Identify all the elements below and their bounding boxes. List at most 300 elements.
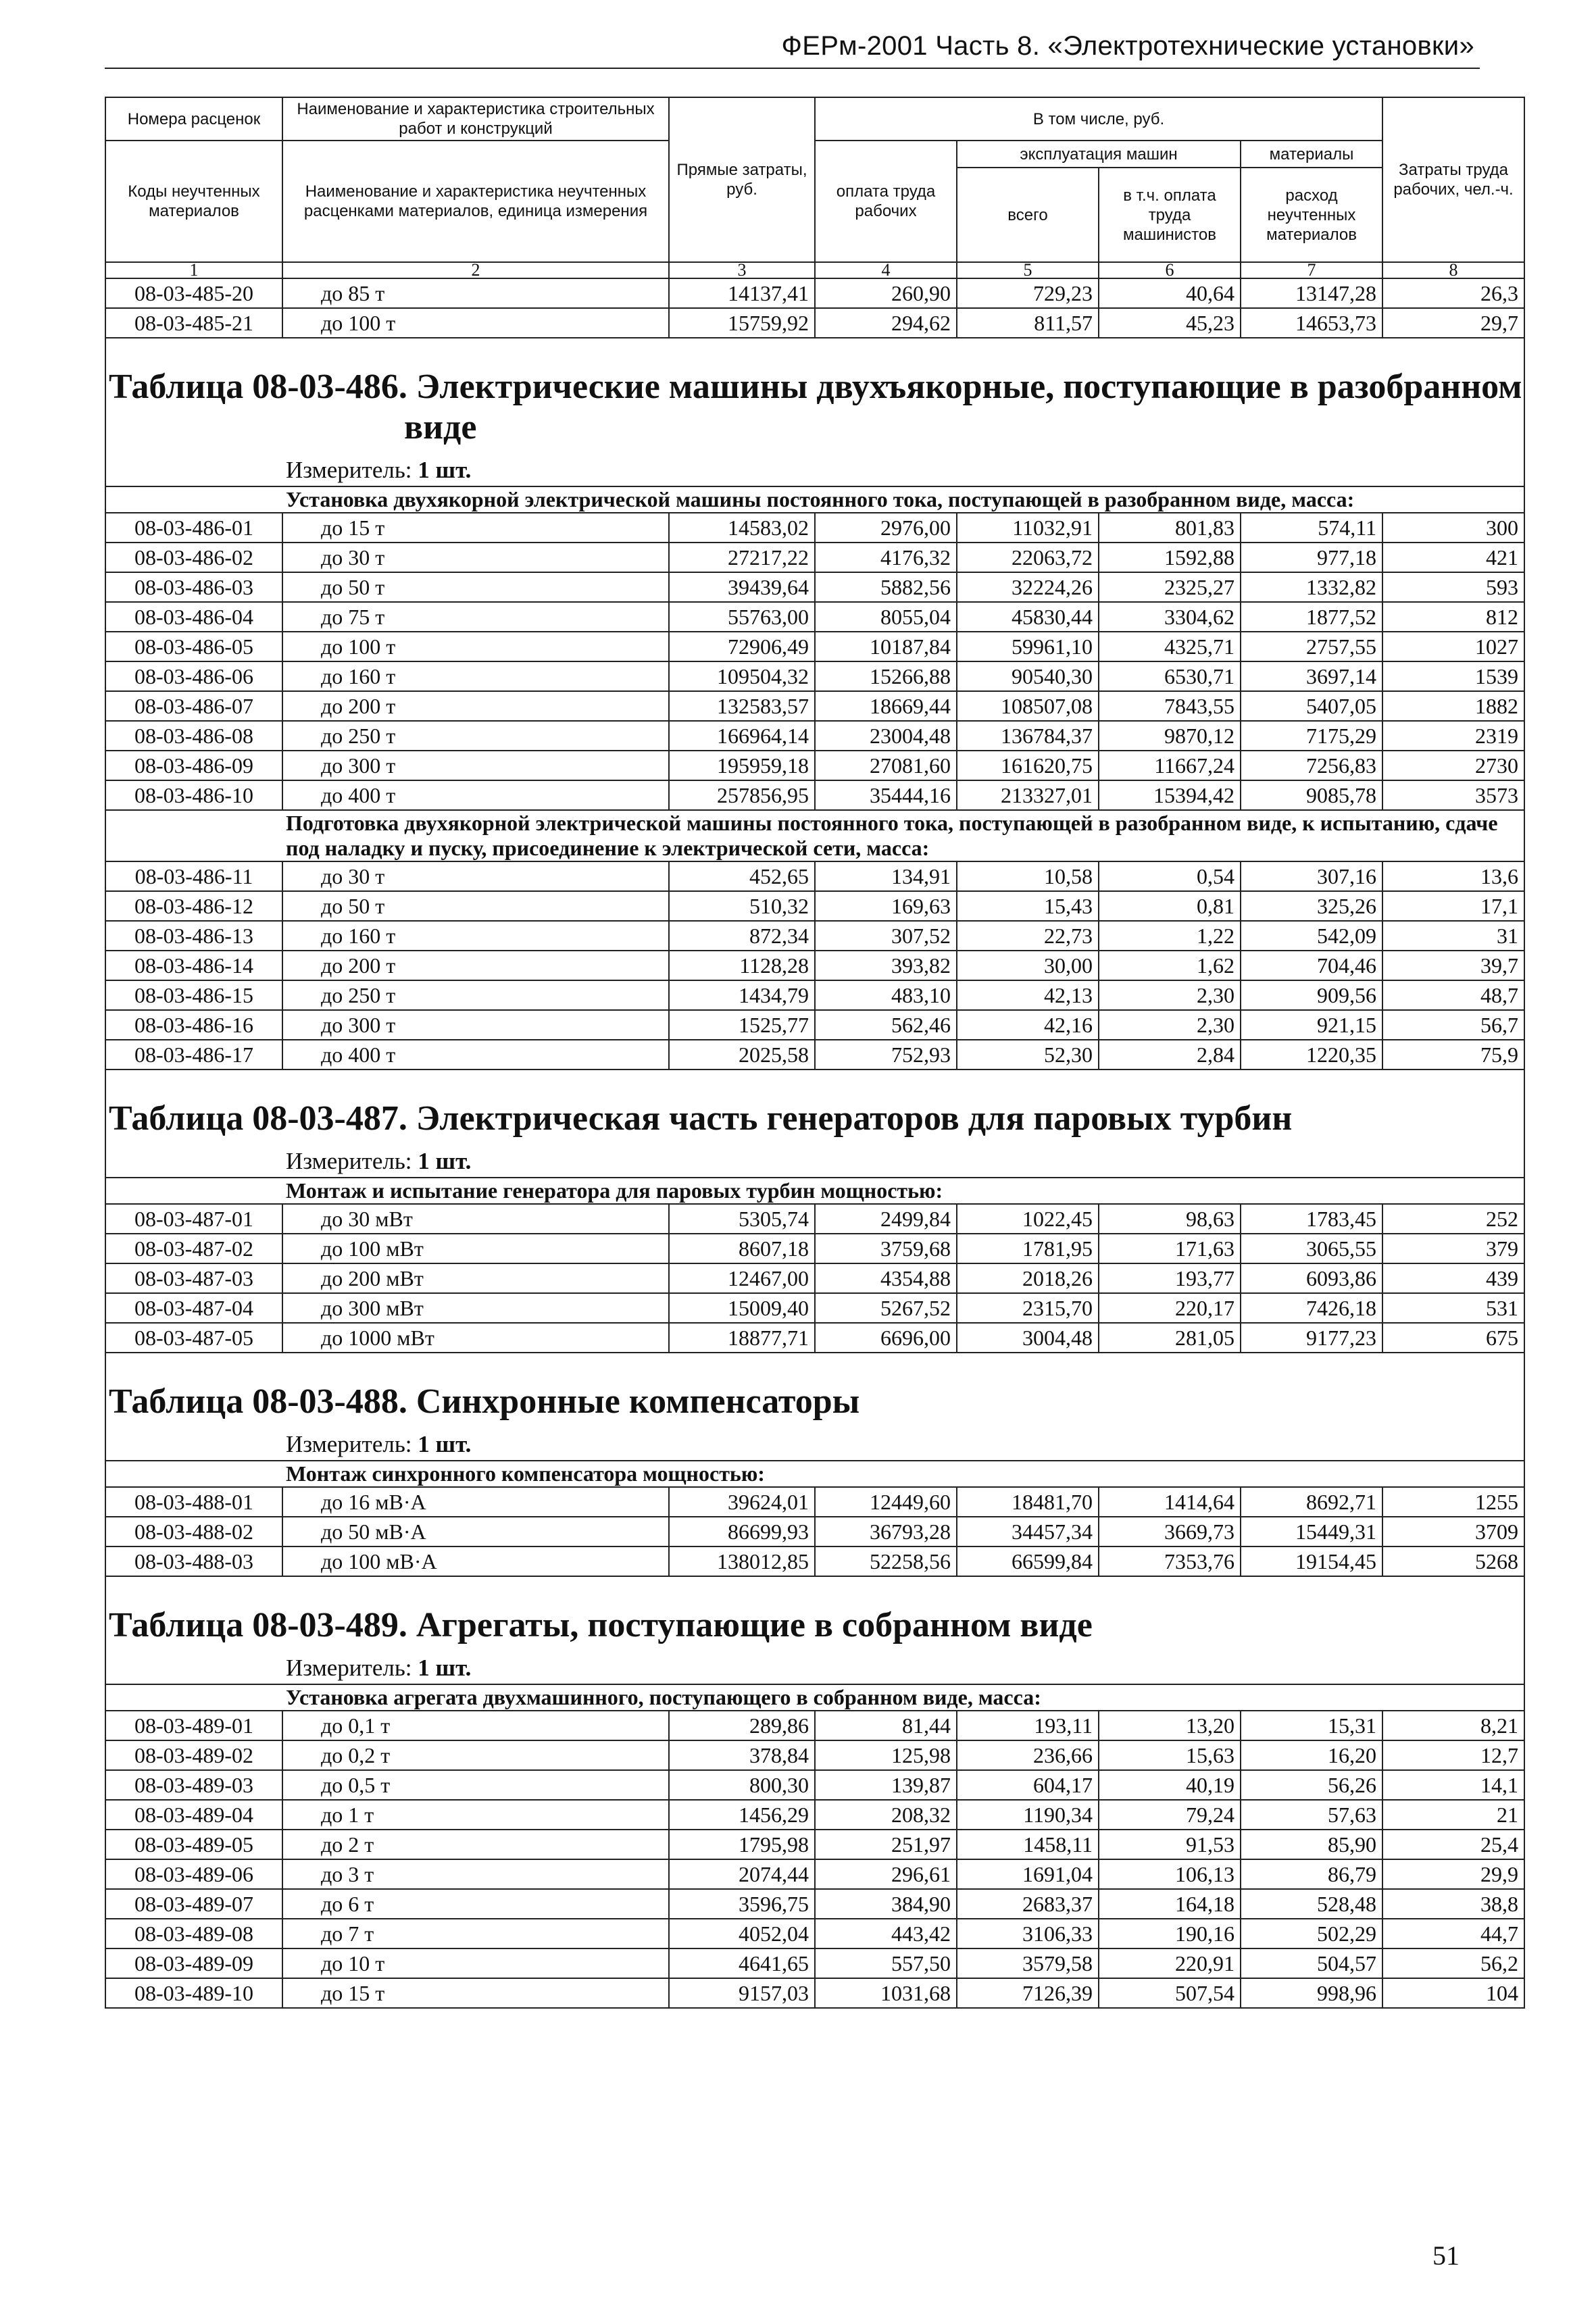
table-title-text: Таблица 08-03-489. Агрегаты, поступающие в собранном виде <box>109 1606 1093 1644</box>
rate-code: 08-03-488-01 <box>105 1487 282 1517</box>
wages-cost: 307,52 <box>815 921 957 951</box>
labor-cost: 3709 <box>1382 1517 1524 1546</box>
labor-cost: 75,9 <box>1382 1040 1524 1070</box>
wages-cost: 384,90 <box>815 1889 957 1919</box>
machinists-cost: 220,17 <box>1099 1293 1241 1323</box>
direct-cost: 18877,71 <box>669 1323 815 1353</box>
machines-cost: 90540,30 <box>957 661 1099 691</box>
materials-cost: 15,31 <box>1241 1711 1382 1740</box>
rate-code: 08-03-486-10 <box>105 780 282 810</box>
machinists-cost: 507,54 <box>1099 1978 1241 2008</box>
wages-cost: 2976,00 <box>815 513 957 543</box>
rate-code: 08-03-485-21 <box>105 308 282 338</box>
materials-cost: 57,63 <box>1241 1800 1382 1830</box>
rate-name: до 250 т <box>282 721 669 751</box>
col-materials-header: материалы <box>1241 141 1382 168</box>
machinists-cost: 2,84 <box>1099 1040 1241 1070</box>
machinists-cost: 2,30 <box>1099 1010 1241 1040</box>
rate-name: до 0,5 т <box>282 1770 669 1800</box>
direct-cost: 55763,00 <box>669 602 815 632</box>
labor-cost: 3573 <box>1382 780 1524 810</box>
machinists-cost: 193,77 <box>1099 1263 1241 1293</box>
table-row <box>105 1800 1524 1830</box>
section-title-cell <box>105 1070 1524 1178</box>
materials-cost: 3065,55 <box>1241 1234 1382 1263</box>
direct-cost: 872,34 <box>669 921 815 951</box>
direct-cost: 14583,02 <box>669 513 815 543</box>
materials-cost: 704,46 <box>1241 951 1382 980</box>
materials-cost: 86,79 <box>1241 1859 1382 1889</box>
direct-cost: 132583,57 <box>669 691 815 721</box>
rate-name: до 6 т <box>282 1889 669 1919</box>
direct-cost: 1434,79 <box>669 980 815 1010</box>
rate-code: 08-03-489-01 <box>105 1711 282 1740</box>
page-number: 51 <box>1432 2240 1460 2271</box>
machinists-cost: 6530,71 <box>1099 661 1241 691</box>
group-heading-row <box>105 486 1524 513</box>
direct-cost: 5305,74 <box>669 1204 815 1234</box>
direct-cost: 166964,14 <box>669 721 815 751</box>
machinists-cost: 13,20 <box>1099 1711 1241 1740</box>
direct-cost: 195959,18 <box>669 751 815 780</box>
rate-name: до 15 т <box>282 513 669 543</box>
rate-code: 08-03-486-15 <box>105 980 282 1010</box>
direct-cost: 9157,03 <box>669 1978 815 2008</box>
labor-cost: 1027 <box>1382 632 1524 661</box>
table-row <box>105 1948 1524 1978</box>
machines-cost: 108507,08 <box>957 691 1099 721</box>
running-header: ФЕРм-2001 Часть 8. «Электротехнические установки» <box>781 31 1474 61</box>
rate-code: 08-03-487-03 <box>105 1263 282 1293</box>
rate-code: 08-03-486-16 <box>105 1010 282 1040</box>
table-row <box>105 780 1524 810</box>
labor-cost: 29,7 <box>1382 308 1524 338</box>
materials-cost: 1332,82 <box>1241 572 1382 602</box>
col-codes-header: Номера расценок <box>105 97 282 141</box>
col-number: 5 <box>957 262 1099 278</box>
labor-cost: 25,4 <box>1382 1830 1524 1859</box>
machinists-cost: 45,23 <box>1099 308 1241 338</box>
wages-cost: 3759,68 <box>815 1234 957 1263</box>
materials-cost: 9085,78 <box>1241 780 1382 810</box>
rate-name: до 1000 мВт <box>282 1323 669 1353</box>
table-body <box>105 278 1524 2008</box>
wages-cost: 134,91 <box>815 861 957 891</box>
direct-cost: 15009,40 <box>669 1293 815 1323</box>
wages-cost: 5882,56 <box>815 572 957 602</box>
wages-cost: 10187,84 <box>815 632 957 661</box>
col-machinists-header: в т.ч. оплата труда машинистов <box>1099 168 1241 262</box>
direct-cost: 39439,64 <box>669 572 815 602</box>
rate-name: до 300 т <box>282 1010 669 1040</box>
machinists-cost: 15394,42 <box>1099 780 1241 810</box>
rate-code: 08-03-489-02 <box>105 1740 282 1770</box>
rate-name: до 0,1 т <box>282 1711 669 1740</box>
machines-cost: 30,00 <box>957 951 1099 980</box>
group-heading-row <box>105 1178 1524 1204</box>
rate-name: до 75 т <box>282 602 669 632</box>
rate-name: до 30 мВт <box>282 1204 669 1234</box>
rate-code: 08-03-486-05 <box>105 632 282 661</box>
table-title <box>106 1353 1524 1422</box>
rate-code: 08-03-486-08 <box>105 721 282 751</box>
table-row <box>105 980 1524 1010</box>
col-machines-header: эксплуатация машин <box>957 141 1241 168</box>
machines-cost: 22063,72 <box>957 543 1099 572</box>
table-row <box>105 891 1524 921</box>
machinists-cost: 2325,27 <box>1099 572 1241 602</box>
wages-cost: 23004,48 <box>815 721 957 751</box>
table-row <box>105 1263 1524 1293</box>
materials-cost: 504,57 <box>1241 1948 1382 1978</box>
table-row <box>105 1770 1524 1800</box>
machines-cost: 1691,04 <box>957 1859 1099 1889</box>
direct-cost: 4052,04 <box>669 1919 815 1948</box>
machinists-cost: 91,53 <box>1099 1830 1241 1859</box>
materials-cost: 7175,29 <box>1241 721 1382 751</box>
direct-cost: 86699,93 <box>669 1517 815 1546</box>
rate-name: до 400 т <box>282 1040 669 1070</box>
measure-label: Измеритель: <box>286 457 412 483</box>
rate-code: 08-03-486-17 <box>105 1040 282 1070</box>
machines-cost: 3106,33 <box>957 1919 1099 1948</box>
materials-cost: 542,09 <box>1241 921 1382 951</box>
wages-cost: 4354,88 <box>815 1263 957 1293</box>
rate-code: 08-03-489-04 <box>105 1800 282 1830</box>
table-row <box>105 751 1524 780</box>
wages-cost: 752,93 <box>815 1040 957 1070</box>
labor-cost: 675 <box>1382 1323 1524 1353</box>
machinists-cost: 11667,24 <box>1099 751 1241 780</box>
rate-name: до 30 т <box>282 543 669 572</box>
labor-cost: 14,1 <box>1382 1770 1524 1800</box>
table-title-continuation: виде <box>404 408 477 447</box>
group-heading: Установка двухякорной электрической машины постоянного тока, поступающей в разобранном виде, масса: <box>105 486 1524 513</box>
rate-code: 08-03-488-03 <box>105 1546 282 1576</box>
direct-cost: 2025,58 <box>669 1040 815 1070</box>
wages-cost: 139,87 <box>815 1770 957 1800</box>
wages-cost: 562,46 <box>815 1010 957 1040</box>
section-title-cell <box>105 1353 1524 1461</box>
machines-cost: 32224,26 <box>957 572 1099 602</box>
rate-name: до 200 т <box>282 951 669 980</box>
rate-code: 08-03-487-02 <box>105 1234 282 1263</box>
machines-cost: 1781,95 <box>957 1234 1099 1263</box>
group-heading-row <box>105 1461 1524 1487</box>
col-name2-header: Наименование и характеристика неучтенных расценками материалов, единица измерения <box>282 141 669 262</box>
materials-cost: 1220,35 <box>1241 1040 1382 1070</box>
machinists-cost: 2,30 <box>1099 980 1241 1010</box>
labor-cost: 300 <box>1382 513 1524 543</box>
machines-cost: 193,11 <box>957 1711 1099 1740</box>
labor-cost: 2319 <box>1382 721 1524 751</box>
table-row <box>105 572 1524 602</box>
machinists-cost: 190,16 <box>1099 1919 1241 1948</box>
direct-cost: 1128,28 <box>669 951 815 980</box>
group-heading-row <box>105 810 1524 861</box>
table-row <box>105 921 1524 951</box>
table-row <box>105 1040 1524 1070</box>
machines-cost: 161620,75 <box>957 751 1099 780</box>
materials-cost: 19154,45 <box>1241 1546 1382 1576</box>
table-row <box>105 632 1524 661</box>
labor-cost: 593 <box>1382 572 1524 602</box>
materials-cost: 9177,23 <box>1241 1323 1382 1353</box>
rate-name: до 300 мВт <box>282 1293 669 1323</box>
materials-cost: 502,29 <box>1241 1919 1382 1948</box>
direct-cost: 27217,22 <box>669 543 815 572</box>
measure-label: Измеритель: <box>286 1148 412 1174</box>
machinists-cost: 15,63 <box>1099 1740 1241 1770</box>
col-including-header: В том числе, руб. <box>815 97 1382 141</box>
table-row <box>105 951 1524 980</box>
measure-value: 1 шт. <box>418 1431 472 1457</box>
section-title-row <box>105 1070 1524 1178</box>
machinists-cost: 0,54 <box>1099 861 1241 891</box>
materials-cost: 15449,31 <box>1241 1517 1382 1546</box>
measure-label: Измеритель: <box>286 1431 412 1457</box>
col-number: 8 <box>1382 262 1524 278</box>
wages-cost: 294,62 <box>815 308 957 338</box>
machinists-cost: 0,81 <box>1099 891 1241 921</box>
wages-cost: 5267,52 <box>815 1293 957 1323</box>
labor-cost: 56,2 <box>1382 1948 1524 1978</box>
machines-cost: 2683,37 <box>957 1889 1099 1919</box>
rate-code: 08-03-487-05 <box>105 1323 282 1353</box>
table-title-text: Таблица 08-03-488. Синхронные компенсаторы <box>109 1382 860 1421</box>
labor-cost: 21 <box>1382 1800 1524 1830</box>
machinists-cost: 4325,71 <box>1099 632 1241 661</box>
group-heading: Монтаж синхронного компенсатора мощностью: <box>105 1461 1524 1487</box>
group-heading: Установка агрегата двухмашинного, поступающего в собранном виде, масса: <box>105 1684 1524 1711</box>
direct-cost: 289,86 <box>669 1711 815 1740</box>
table-row <box>105 278 1524 308</box>
materials-cost: 998,96 <box>1241 1978 1382 2008</box>
col-name-header: Наименование и характеристика строительных работ и конструкций <box>282 97 669 141</box>
labor-cost: 17,1 <box>1382 891 1524 921</box>
direct-cost: 1456,29 <box>669 1800 815 1830</box>
labor-cost: 1539 <box>1382 661 1524 691</box>
wages-cost: 125,98 <box>815 1740 957 1770</box>
rate-name: до 10 т <box>282 1948 669 1978</box>
labor-cost: 531 <box>1382 1293 1524 1323</box>
rate-code: 08-03-486-04 <box>105 602 282 632</box>
table-title <box>106 1070 1524 1139</box>
table-row <box>105 1740 1524 1770</box>
table-row <box>105 1204 1524 1234</box>
machinists-cost: 171,63 <box>1099 1234 1241 1263</box>
wages-cost: 2499,84 <box>815 1204 957 1234</box>
labor-cost: 8,21 <box>1382 1711 1524 1740</box>
labor-cost: 1255 <box>1382 1487 1524 1517</box>
labor-cost: 439 <box>1382 1263 1524 1293</box>
rate-name: до 15 т <box>282 1978 669 2008</box>
rate-code: 08-03-487-04 <box>105 1293 282 1323</box>
machines-cost: 11032,91 <box>957 513 1099 543</box>
col-wages-header: оплата труда рабочих <box>815 141 957 262</box>
table-row <box>105 691 1524 721</box>
wages-cost: 35444,16 <box>815 780 957 810</box>
materials-cost: 307,16 <box>1241 861 1382 891</box>
rate-code: 08-03-486-07 <box>105 691 282 721</box>
wages-cost: 443,42 <box>815 1919 957 1948</box>
materials-cost: 921,15 <box>1241 1010 1382 1040</box>
wages-cost: 557,50 <box>815 1948 957 1978</box>
machinists-cost: 9870,12 <box>1099 721 1241 751</box>
col-direct-header: Прямые затраты, руб. <box>669 97 815 262</box>
labor-cost: 252 <box>1382 1204 1524 1234</box>
rate-name: до 300 т <box>282 751 669 780</box>
rate-code: 08-03-486-06 <box>105 661 282 691</box>
col-number: 6 <box>1099 262 1241 278</box>
machines-cost: 136784,37 <box>957 721 1099 751</box>
labor-cost: 104 <box>1382 1978 1524 2008</box>
rate-name: до 16 мВ·А <box>282 1487 669 1517</box>
direct-cost: 138012,85 <box>669 1546 815 1576</box>
machinists-cost: 7353,76 <box>1099 1546 1241 1576</box>
rate-code: 08-03-489-03 <box>105 1770 282 1800</box>
direct-cost: 3596,75 <box>669 1889 815 1919</box>
rate-name: до 400 т <box>282 780 669 810</box>
machinists-cost: 98,63 <box>1099 1204 1241 1234</box>
wages-cost: 260,90 <box>815 278 957 308</box>
table-row <box>105 1517 1524 1546</box>
direct-cost: 8607,18 <box>669 1234 815 1263</box>
table-row <box>105 1010 1524 1040</box>
materials-cost: 977,18 <box>1241 543 1382 572</box>
rate-code: 08-03-486-13 <box>105 921 282 951</box>
wages-cost: 1031,68 <box>815 1978 957 2008</box>
machines-cost: 22,73 <box>957 921 1099 951</box>
labor-cost: 421 <box>1382 543 1524 572</box>
machines-cost: 34457,34 <box>957 1517 1099 1546</box>
rate-name: до 100 т <box>282 308 669 338</box>
table-row <box>105 1234 1524 1263</box>
labor-cost: 56,7 <box>1382 1010 1524 1040</box>
materials-cost: 574,11 <box>1241 513 1382 543</box>
materials-cost: 6093,86 <box>1241 1263 1382 1293</box>
wages-cost: 296,61 <box>815 1859 957 1889</box>
table-row <box>105 308 1524 338</box>
labor-cost: 39,7 <box>1382 951 1524 980</box>
rate-name: до 160 т <box>282 661 669 691</box>
measure-line <box>106 1139 1524 1177</box>
machinists-cost: 220,91 <box>1099 1948 1241 1978</box>
rate-name: до 7 т <box>282 1919 669 1948</box>
measure-line <box>106 448 1524 486</box>
col-number: 2 <box>282 262 669 278</box>
rate-code: 08-03-485-20 <box>105 278 282 308</box>
section-title-row <box>105 1353 1524 1461</box>
rate-code: 08-03-489-08 <box>105 1919 282 1948</box>
wages-cost: 6696,00 <box>815 1323 957 1353</box>
machines-cost: 10,58 <box>957 861 1099 891</box>
direct-cost: 452,65 <box>669 861 815 891</box>
table-title <box>106 338 1524 448</box>
group-heading: Подготовка двухякорной электрической машины постоянного тока, поступающей в разобранном виде, к испытанию, сдаче под наладку и пуску, присоединение к электрической сети, масса: <box>105 810 1524 861</box>
wages-cost: 393,82 <box>815 951 957 980</box>
machines-cost: 3579,58 <box>957 1948 1099 1978</box>
materials-cost: 909,56 <box>1241 980 1382 1010</box>
group-heading: Монтаж и испытание генератора для паровых турбин мощностью: <box>105 1178 1524 1204</box>
labor-cost: 38,8 <box>1382 1889 1524 1919</box>
rate-name: до 3 т <box>282 1859 669 1889</box>
machinists-cost: 281,05 <box>1099 1323 1241 1353</box>
labor-cost: 31 <box>1382 921 1524 951</box>
section-title-cell <box>105 1576 1524 1684</box>
wages-cost: 52258,56 <box>815 1546 957 1576</box>
rate-code: 08-03-488-02 <box>105 1517 282 1546</box>
rate-code: 08-03-486-01 <box>105 513 282 543</box>
direct-cost: 1525,77 <box>669 1010 815 1040</box>
machines-cost: 1022,45 <box>957 1204 1099 1234</box>
col-labor-header: Затраты труда рабочих, чел.-ч. <box>1382 97 1524 262</box>
rate-code: 08-03-489-07 <box>105 1889 282 1919</box>
rate-name: до 200 т <box>282 691 669 721</box>
table-row <box>105 543 1524 572</box>
wages-cost: 8055,04 <box>815 602 957 632</box>
machines-cost: 1190,34 <box>957 1800 1099 1830</box>
table-row <box>105 1711 1524 1740</box>
direct-cost: 15759,92 <box>669 308 815 338</box>
measure-line <box>106 1646 1524 1684</box>
direct-cost: 4641,65 <box>669 1948 815 1978</box>
machines-cost: 42,16 <box>957 1010 1099 1040</box>
col-number: 1 <box>105 262 282 278</box>
materials-cost: 5407,05 <box>1241 691 1382 721</box>
measure-label: Измеритель: <box>286 1655 412 1681</box>
machines-cost: 15,43 <box>957 891 1099 921</box>
materials-cost: 1877,52 <box>1241 602 1382 632</box>
machines-cost: 45830,44 <box>957 602 1099 632</box>
labor-cost: 379 <box>1382 1234 1524 1263</box>
table-row <box>105 721 1524 751</box>
labor-cost: 26,3 <box>1382 278 1524 308</box>
machines-cost: 236,66 <box>957 1740 1099 1770</box>
group-heading-row <box>105 1684 1524 1711</box>
table-row <box>105 661 1524 691</box>
rate-code: 08-03-486-11 <box>105 861 282 891</box>
rate-name: до 2 т <box>282 1830 669 1859</box>
rate-name: до 50 т <box>282 572 669 602</box>
machines-cost: 729,23 <box>957 278 1099 308</box>
direct-cost: 800,30 <box>669 1770 815 1800</box>
materials-cost: 7256,83 <box>1241 751 1382 780</box>
column-numbers-row <box>105 262 1524 278</box>
wages-cost: 483,10 <box>815 980 957 1010</box>
wages-cost: 12449,60 <box>815 1487 957 1517</box>
section-title-row <box>105 1576 1524 1684</box>
machinists-cost: 1414,64 <box>1099 1487 1241 1517</box>
measure-value: 1 шт. <box>418 1655 472 1681</box>
measure-value: 1 шт. <box>418 457 472 483</box>
rate-name: до 50 мВ·А <box>282 1517 669 1546</box>
rates-table <box>105 97 1525 2009</box>
rate-name: до 100 т <box>282 632 669 661</box>
machines-cost: 2315,70 <box>957 1293 1099 1323</box>
rate-code: 08-03-486-02 <box>105 543 282 572</box>
direct-cost: 12467,00 <box>669 1263 815 1293</box>
table-row <box>105 513 1524 543</box>
col-number: 4 <box>815 262 957 278</box>
wages-cost: 251,97 <box>815 1830 957 1859</box>
section-title-cell <box>105 338 1524 486</box>
wages-cost: 169,63 <box>815 891 957 921</box>
wages-cost: 18669,44 <box>815 691 957 721</box>
materials-cost: 528,48 <box>1241 1889 1382 1919</box>
col-codes2-header: Коды неучтенных материалов <box>105 141 282 262</box>
table-row <box>105 1546 1524 1576</box>
